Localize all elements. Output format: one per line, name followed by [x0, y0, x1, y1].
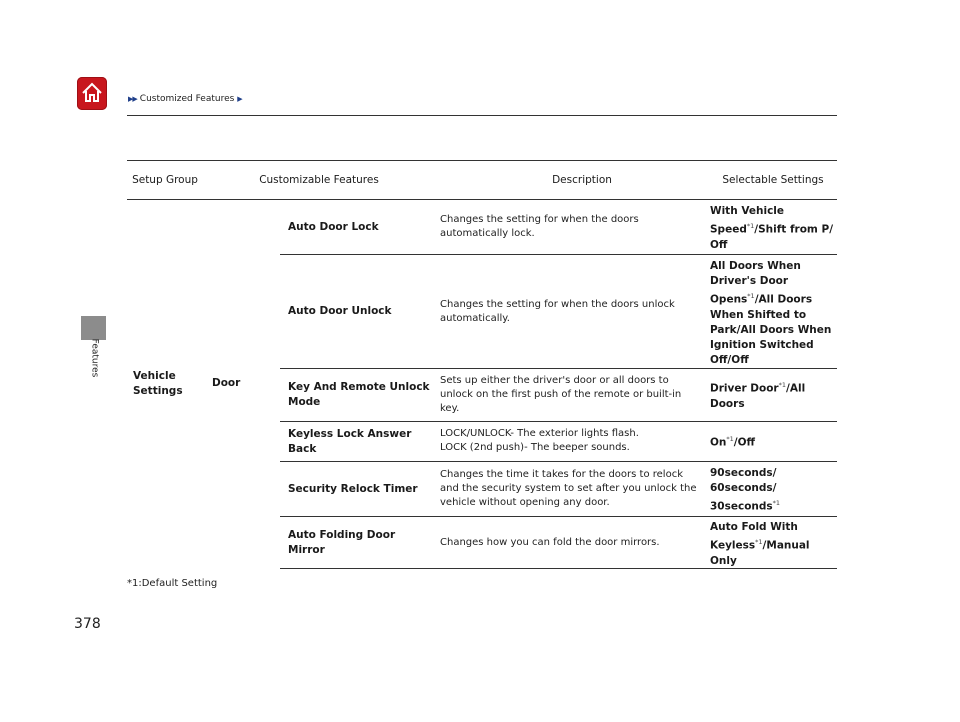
table-row — [280, 200, 837, 255]
customization-table — [127, 160, 837, 567]
selectable-settings — [710, 466, 790, 515]
header-selectable-settings: Selectable Settings — [722, 173, 824, 186]
table-row — [280, 517, 837, 569]
default-marker: *1 — [772, 499, 781, 507]
setting-text: /Shift from P/ Off — [710, 223, 834, 251]
table-row — [280, 369, 837, 422]
home-icon[interactable] — [77, 77, 107, 110]
feature-description: Changes the setting for when the doors unlock automatically. — [440, 298, 675, 324]
table-header — [127, 160, 837, 200]
subgroup-cell: Door — [212, 377, 241, 389]
feature-name: Keyless Lock Answer Back — [288, 427, 412, 455]
house-icon — [80, 81, 104, 105]
feature-description — [440, 427, 702, 455]
setting-text: /Manual Only — [710, 539, 810, 567]
feature-name: Auto Door Unlock — [288, 305, 392, 317]
header-customizable-features: Customizable Features — [259, 173, 379, 186]
header-description: Description — [552, 173, 612, 186]
setting-text: 90seconds/ 60seconds/ 30seconds — [710, 467, 777, 513]
feature-name: Security Relock Timer — [288, 482, 418, 495]
breadcrumb[interactable] — [128, 94, 242, 104]
feature-name: Auto Folding Door Mirror — [288, 528, 396, 556]
description-line: LOCK/UNLOCK- The exterior lights flash. — [440, 428, 639, 439]
setting-text: On — [710, 436, 727, 449]
footnote: *1:Default Setting — [127, 578, 218, 589]
breadcrumb-trail-arrow-icon: ▶ — [237, 95, 242, 103]
default-marker: *1 — [747, 292, 755, 300]
default-marker: *1 — [746, 222, 755, 230]
feature-description: Sets up either the driver's door or all doors to unlock on the first push of the remote or built-in key. — [440, 375, 682, 414]
breadcrumb-title[interactable]: Customized Features — [139, 94, 235, 104]
feature-name: Key And Remote Unlock Mode — [288, 381, 430, 408]
selectable-settings — [710, 369, 835, 421]
page-number: 378 — [74, 616, 101, 632]
default-marker: *1 — [726, 435, 734, 444]
setup-group-cell: Vehicle Settings — [133, 370, 183, 397]
feature-description: Changes the time it takes for the doors to relock and the security system to set after you unlock the vehicle without opening any door. — [440, 469, 697, 508]
table-row — [280, 255, 837, 369]
section-tab-label: Features — [89, 338, 100, 378]
setting-text: Driver Door — [710, 382, 779, 395]
section-tab-marker[interactable] — [81, 316, 106, 340]
header-divider — [127, 115, 837, 116]
feature-description: Changes the setting for when the doors automatically lock. — [440, 214, 639, 239]
setting-text: /All Doors — [710, 382, 806, 410]
selectable-settings — [710, 422, 835, 461]
setting-text: All Doors When Driver's Door Opens — [710, 260, 801, 306]
table-row — [280, 422, 837, 462]
section-tab-label-wrap — [80, 338, 108, 378]
selectable-settings — [710, 520, 820, 569]
feature-description: Changes how you can fold the door mirrors. — [440, 536, 660, 548]
description-line: LOCK (2nd push)- The beeper sounds. — [440, 442, 630, 453]
default-marker: *1 — [778, 381, 787, 390]
breadcrumb-arrows-icon: ▶▶ — [128, 95, 137, 103]
selectable-settings — [710, 204, 835, 253]
setting-text: /All Doors When Shifted to Park/All Doors When Ignition Switched Off/Off — [710, 293, 832, 366]
setting-text: /Off — [733, 436, 756, 449]
setting-text: Auto Fold With Keyless — [710, 521, 798, 552]
header-setup-group: Setup Group — [132, 173, 198, 186]
default-marker: *1 — [755, 538, 763, 546]
setting-text: With Vehicle Speed — [710, 205, 785, 236]
feature-name: Auto Door Lock — [288, 220, 379, 233]
table-row — [280, 462, 837, 517]
selectable-settings — [710, 259, 835, 368]
